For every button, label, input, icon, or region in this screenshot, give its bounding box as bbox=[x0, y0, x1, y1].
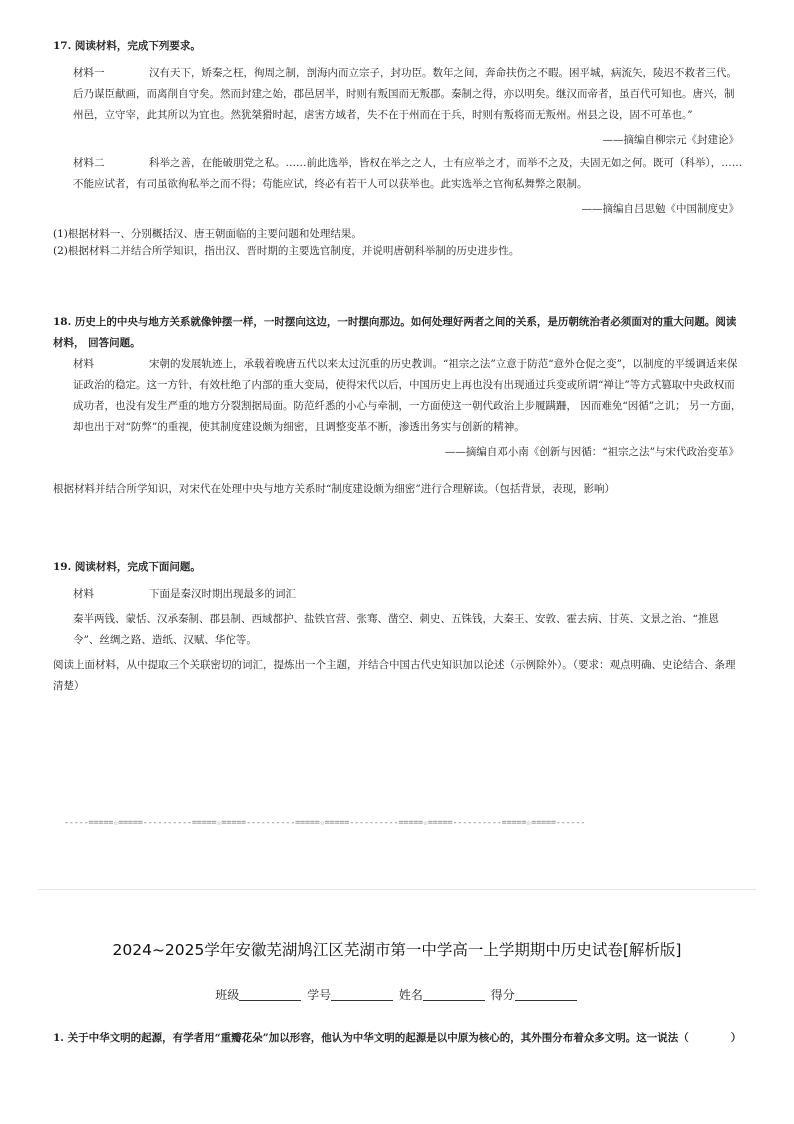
material-label: 材料 bbox=[73, 588, 94, 600]
name-field[interactable] bbox=[423, 987, 485, 1001]
material-1-source: ——摘编自柳宗元《封建论》 bbox=[602, 134, 739, 146]
score-field[interactable] bbox=[515, 987, 577, 1001]
divider bbox=[38, 889, 756, 890]
question-18 bbox=[53, 312, 743, 500]
id-field[interactable] bbox=[331, 987, 393, 1001]
material-2-source: ——摘编自吕思勉《中国制度史》 bbox=[581, 203, 739, 215]
question-17 bbox=[53, 36, 743, 260]
id-label: 学号 bbox=[307, 988, 332, 1002]
question-19-prompt: 阅读上面材料，从中提取三个关联密切的词汇，提炼出一个主题，并结合中国古代史知识加以论述（示例除外）。（要求：观点明确、史论结合、条理清楚） bbox=[53, 659, 736, 692]
sub-question-1: (1)根据材料一、分别概括汉、唐王朝面临的主要问题和处理结果。 bbox=[53, 228, 362, 240]
material-2-text: 科举之善，在能破朋党之私。……前此选举，皆权在举之之人，士有应举之才，而举不之及，夫固无如之何。既可（科举），……不能应试者，有司虽欲徇私举之而不得；苟能应试，终必有若干人可以获举也。此实选举之官徇私舞弊之限制。 bbox=[73, 157, 743, 190]
material bbox=[53, 354, 743, 438]
class-label: 班级 bbox=[215, 988, 240, 1002]
question-18-title: 18. 历史上的中央与地方关系就像钟摆一样，一时摆向这边，一时摆向那边。如何处理好两者之间的关系，是历朝统治者必须面对的重大问题。阅读材料， 回答问题。 bbox=[53, 316, 737, 349]
material-label: 材料 bbox=[73, 358, 94, 370]
question-19-title: 19. 阅读材料，完成下面问题。 bbox=[53, 561, 201, 573]
class-field[interactable] bbox=[239, 987, 301, 1001]
name-label: 姓名 bbox=[398, 988, 423, 1002]
material-1 bbox=[53, 63, 743, 126]
question-17-title: 17. 阅读材料，完成下列要求。 bbox=[53, 40, 201, 52]
material-1-label: 材料一 bbox=[73, 67, 105, 79]
material-1-text: 汉有天下，矫秦之枉，徇周之制，剖海内而立宗子，封功臣。数年之间，奔命扶伤之不暇。困平城，病流矢，陵迟不救者三代。后乃谋臣献画，而离削自守矣。然而封建之始，郡邑居半，时则有叛国而无叛郡。秦制之得，亦以明矣。继汉而帝者，虽百代可知也。唐兴，制州邑，立守宰，此其所以为宜也。然犹桀猾时起，虐害方域者，失不在于州而在于兵，时则有叛将而无叛州。州县之设，固不可革也。” bbox=[73, 67, 737, 121]
score-label: 得分 bbox=[490, 988, 515, 1002]
sub-question-2: (2)根据材料二并结合所学知识，指出汉、晋时期的主要选官制度，并说明唐朝科举制的历史进步性。 bbox=[53, 245, 520, 257]
question-19 bbox=[53, 557, 743, 697]
question-18-prompt: 根据材料并结合所学知识，对宋代在处理中央与地方关系时“制度建设颇为细密”进行合理解读。（包括背景，表现，影响） bbox=[53, 483, 615, 495]
material-words: 秦半两钱、蒙恬、汉承秦制、郡县制、西域都护、盐铁官营、张骞、凿空、刺史、五铢钱，大秦王、安敦、霍去病、甘英、文景之治、“推恩令”、丝绸之路、造纸、汉赋、华佗等。 bbox=[73, 613, 719, 646]
material-2 bbox=[53, 153, 743, 195]
page-separator: -----=====☆=====----------=====☆=====----------=====☆=====----------=====☆=====----------=====☆=====------ bbox=[64, 818, 586, 828]
material-text: 宋朝的发展轨迹上，承载着晚唐五代以来太过沉重的历史教训。“祖宗之法”立意于防范“意外仓促之变”，以制度的平缓调适来保证政治的稳定。这一方针，有效杜绝了内部的重大变局，使得宋代以后，中国历史上再也没有出现通过兵变或所谓“禅让”等方式篡取中央政权而成功者，也没有发生严重的地方分裂割据局面。防范纤悉的小心与牵制，一方面使这一朝代政治上步履蹒跚， 因而难免“因循”之讥； 另一方面，却也出于对“防弊”的重视，使其制度建设颇为细密，且调整变革不断，渗透出务实与创新的精神。 bbox=[73, 358, 742, 433]
material-intro: 下面是秦汉时期出现最多的词汇 bbox=[149, 588, 296, 600]
student-info bbox=[0, 985, 794, 1006]
exam-title: 2024~2025学年安徽芜湖鸠江区芜湖市第一中学高一上学期期中历史试卷[解析版] bbox=[112, 941, 682, 959]
question-1: 1. 关于中华文明的起源，有学者用“重瓣花朵”加以形容，他认为中华文明的起源是以中原为核心的，其外围分布着众多文明。这一说法（ ） bbox=[53, 1032, 742, 1044]
material-2-label: 材料二 bbox=[73, 157, 105, 169]
material bbox=[53, 584, 743, 605]
material-source: ——摘编自邓小南《创新与因循：“祖宗之法”与宋代政治变革》 bbox=[444, 446, 739, 458]
